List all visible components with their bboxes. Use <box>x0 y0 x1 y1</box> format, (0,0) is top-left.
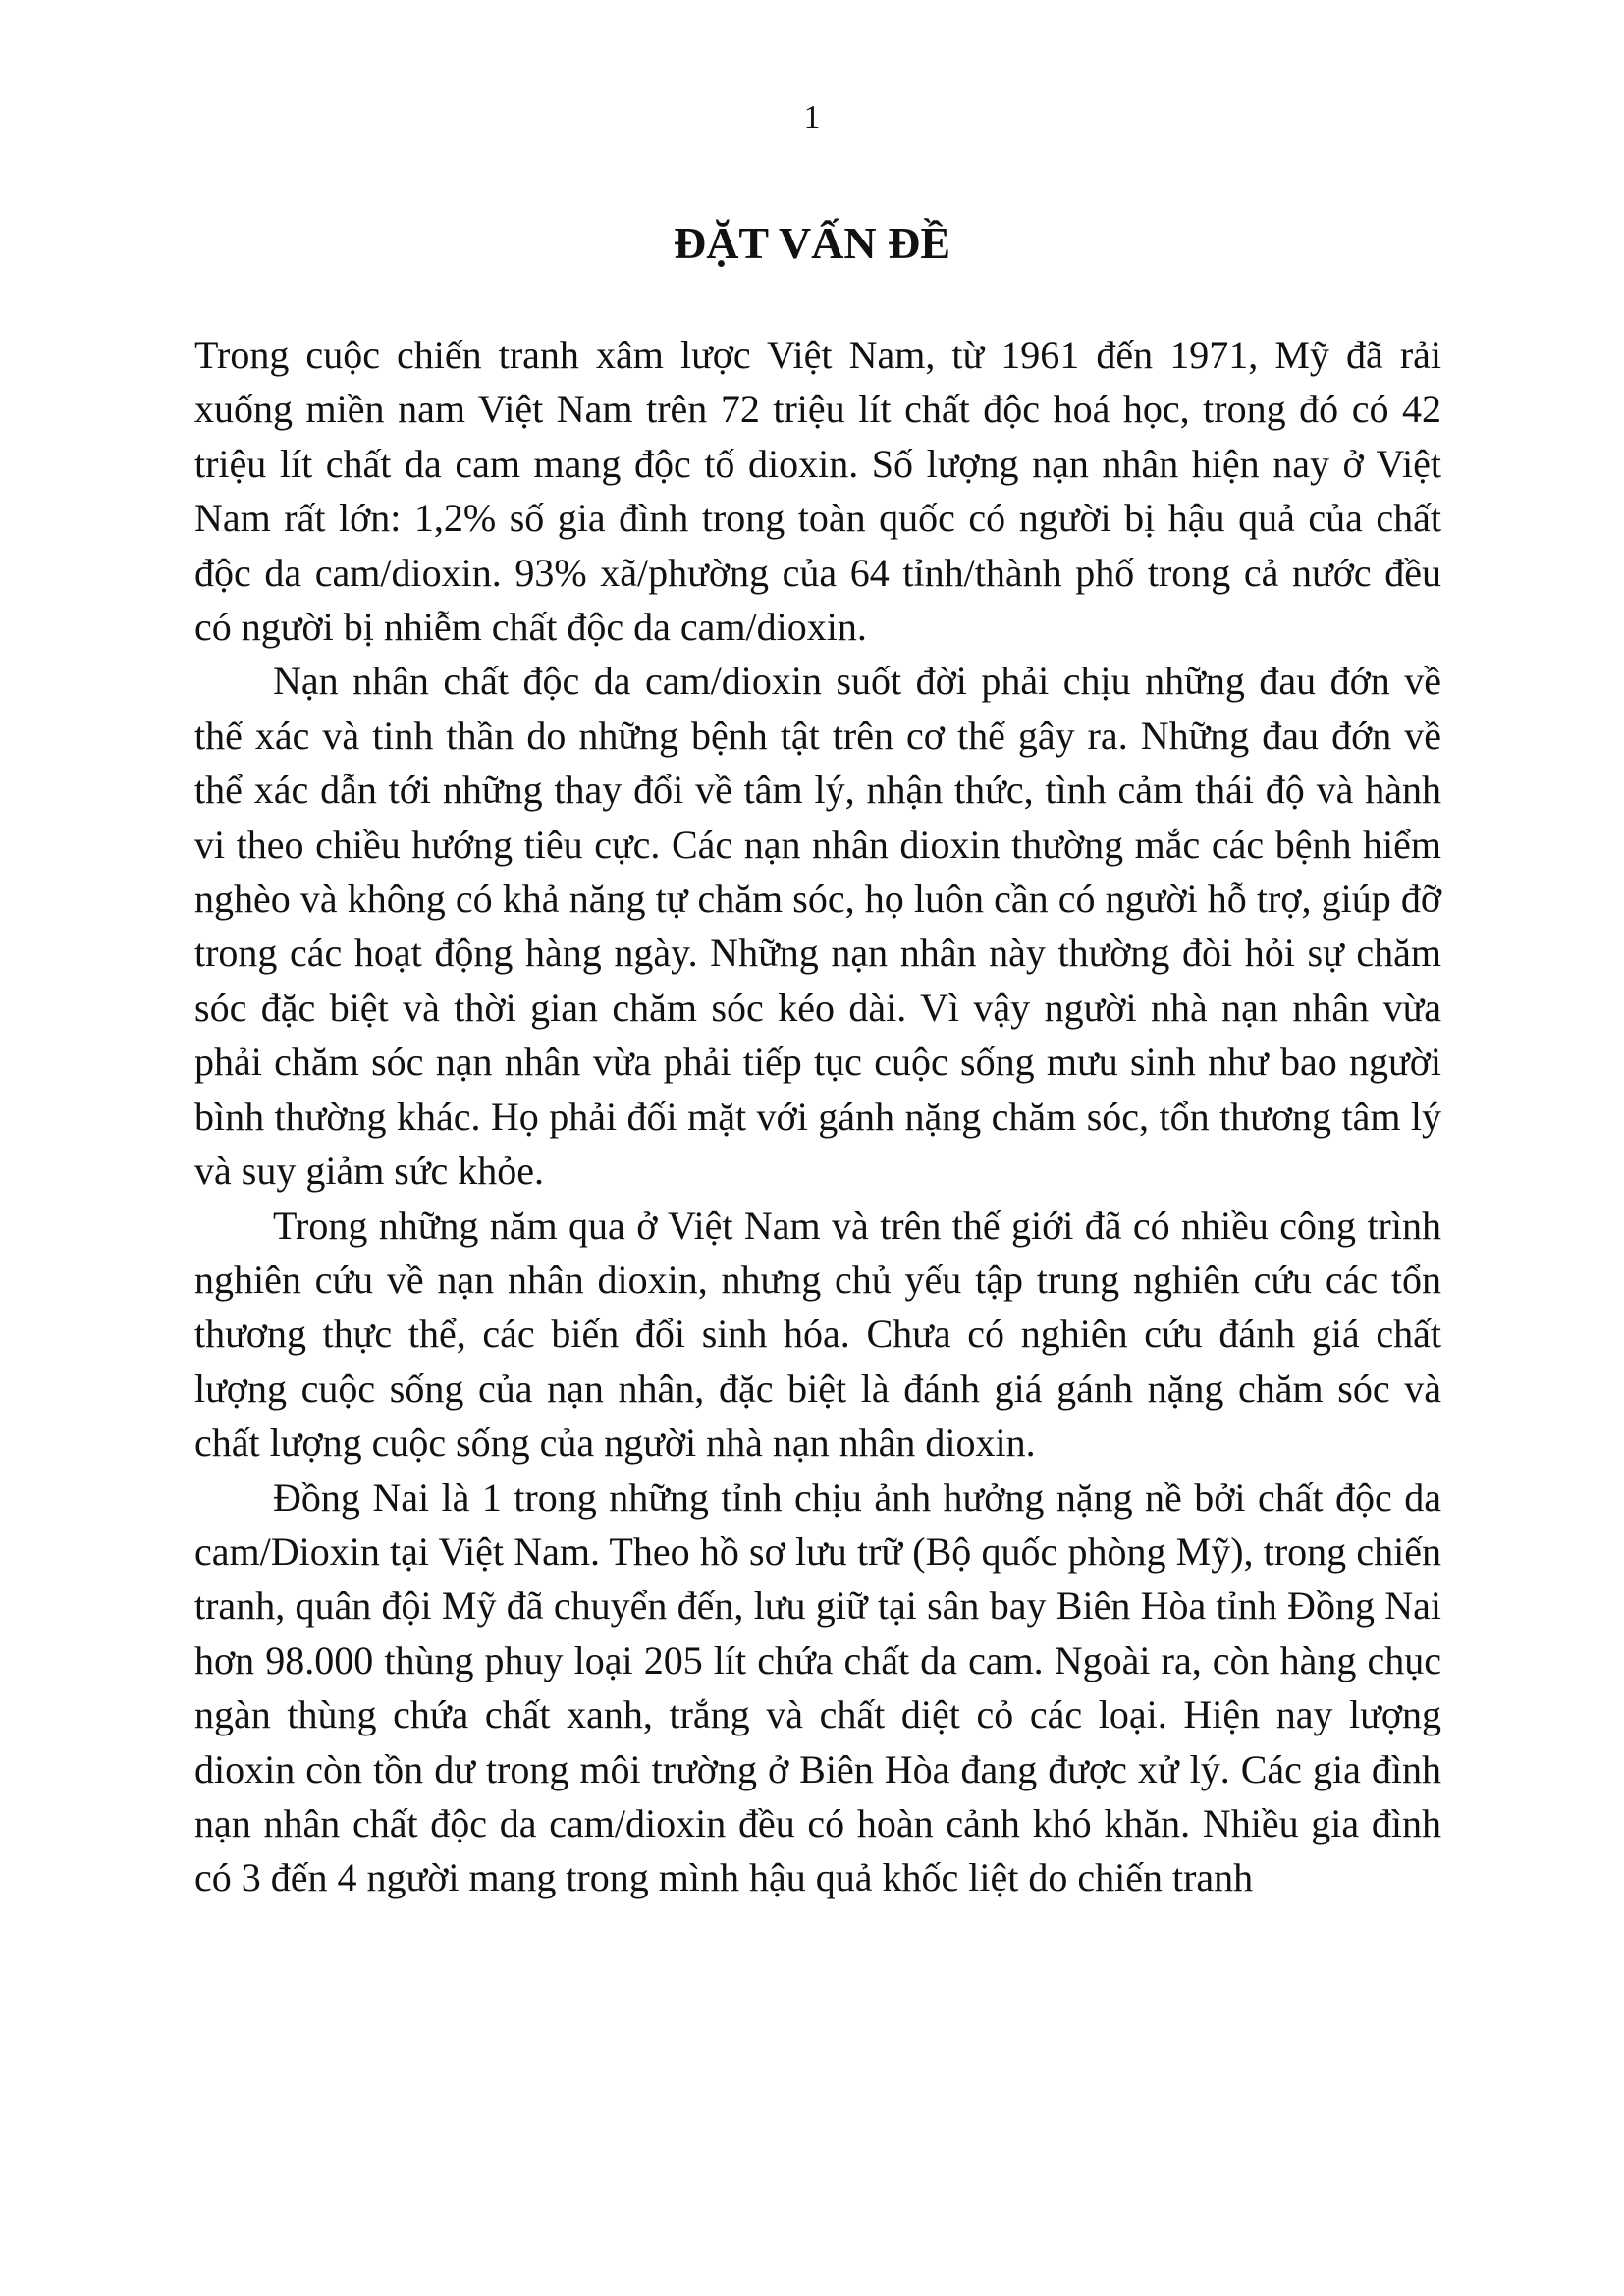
page-number: 1 <box>803 99 821 135</box>
paragraph-1: Trong cuộc chiến tranh xâm lược Việt Nam, từ 1961 đến 1971, Mỹ đã rải xuống miền nam Việt Nam trên 72 triệu lít chất độc hoá học, trong đó có 42 triệu lít chất da cam mang độc tố dioxin. Số lượng nạn nhân hiện nay ở Việt Nam rất lớn: 1,2% số gia đình trong toàn quốc có người bị hậu quả của chất độc da cam/dioxin. 93% xã/phường của 64 tỉnh/thành phố trong cả nước đều có người bị nhiễm chất độc da cam/dioxin. <box>194 333 1441 650</box>
paragraph-4: Đồng Nai là 1 trong những tỉnh chịu ảnh hưởng nặng nề bởi chất độc da cam/Dioxin tại Việt Nam. Theo hồ sơ lưu trữ (Bộ quốc phòng Mỹ), trong chiến tranh, quân đội Mỹ đã chuyển đến, lưu giữ tại sân bay Biên Hòa tỉnh Đồng Nai hơn 98.000 thùng phuy loại 205 lít chứa chất da cam. Ngoài ra, còn hàng chục ngàn thùng chứa chất xanh, trắng và chất diệt cỏ các loại. Hiện nay lượng dioxin còn tồn dư trong môi trường ở Biên Hòa đang được xử lý. Các gia đình nạn nhân chất độc da cam/dioxin đều có hoàn cảnh khó khăn. Nhiều gia đình có 3 đến 4 người mang trong mình hậu quả khốc liệt do chiến tranh <box>194 1474 1441 1900</box>
paragraph-2: Nạn nhân chất độc da cam/dioxin suốt đời phải chịu những đau đớn về thể xác và tinh thần do những bệnh tật trên cơ thể gây ra. Những đau đớn về thể xác dẫn tới những thay đổi về tâm lý, nhận thức, tình cảm thái độ và hành vi theo chiều hướng tiêu cực. Các nạn nhân dioxin thường mắc các bệnh hiểm nghèo và không có khả năng tự chăm sóc, họ luôn cần có người hỗ trợ, giúp đỡ trong các hoạt động hàng ngày. Những nạn nhân này thường đòi hỏi sự chăm sóc đặc biệt và thời gian chăm sóc kéo dài. Vì vậy người nhà nạn nhân vừa phải chăm sóc nạn nhân vừa phải tiếp tục cuộc sống mưu sinh như bao người bình thường khác. Họ phải đối mặt với gánh nặng chăm sóc, tổn thương tâm lý và suy giảm sức khỏe. <box>194 659 1441 1194</box>
paragraph-3: Trong những năm qua ở Việt Nam và trên thế giới đã có nhiều công trình nghiên cứu về nạn nhân dioxin, nhưng chủ yếu tập trung nghiên cứu các tổn thương thực thể, các biến đổi sinh hóa. Chưa có nghiên cứu đánh giá chất lượng cuộc sống của nạn nhân, đặc biệt là đánh giá gánh nặng chăm sóc và chất lượng cuộc sống của người nhà nạn nhân dioxin. <box>194 1202 1441 1466</box>
body-text <box>194 328 1441 1905</box>
page-title: ĐẶT VẤN ĐỀ <box>673 218 951 268</box>
